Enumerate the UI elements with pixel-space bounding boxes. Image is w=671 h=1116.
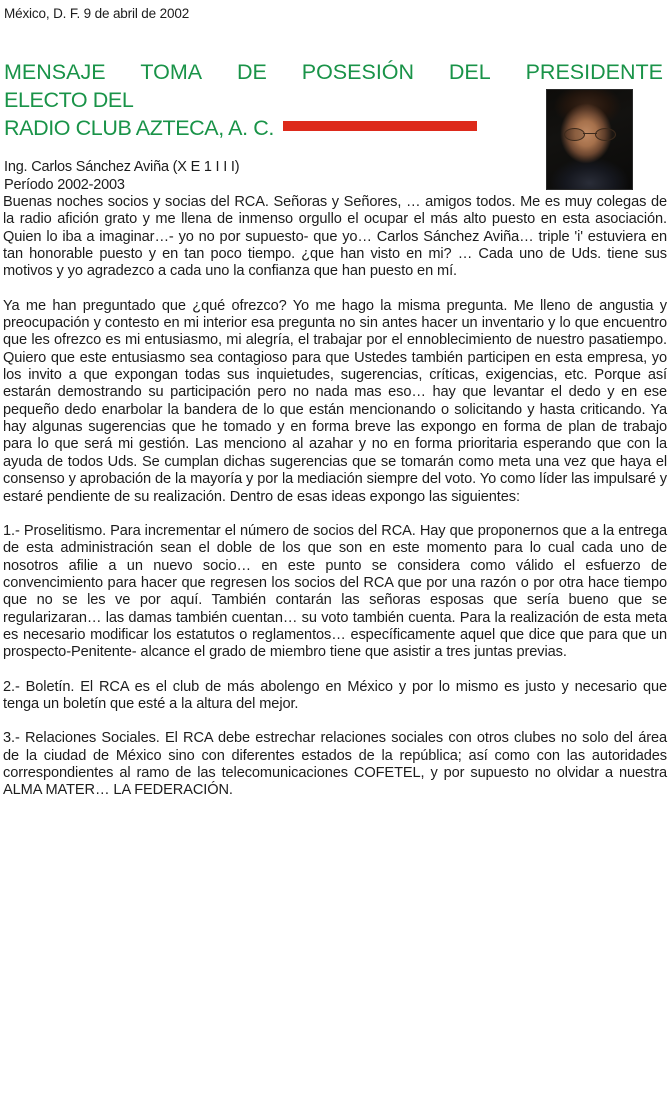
headline-line-1 (4, 58, 663, 86)
headline-word: DEL (448, 60, 491, 84)
headline-word: MENSAJE (4, 60, 106, 84)
paragraph: Ya me han preguntado que ¿qué ofrezco? Yo me hago la misma pregunta. Me lleno de angustia y preocupación y contesto en mi interior esa pregunta no sin antes hacer un inventario y lo que encuentro que les ofrezco es mi entusiasmo, mi alegría, el trabajar por el ennoblecimiento de nuestro pasatiempo. Quiero que este entusiasmo sea contagioso para que Ustedes también participen en esta empresa, yo los invito a que expongan todas sus inquietudes, sugerencias, críticas, exigencias, etc. Porque así estarán demostrando su participación pero no nada mas eso… hay que levantar el dedo y en ese pequeño dedo enarbolar la bandera de lo que están mencionando o solicitando y hasta criticando. Ya hay algunas sugerencias que he tomado y en forma breve las expongo en forma de plan de trabajo para lo que será mi gestión. Las menciono al azahar y no en forma prioritaria esperando que con la ayuda de todos Uds. Se cumplan dichas sugerencias que se tomarán como meta una vez que haya el consenso y aprobación de la mayoría y por la mediación siempre del voto. Yo como líder las impulsaré y estaré pendiente de su realización. Dentro de esas ideas expongo las siguientes: (3, 297, 667, 505)
headline-word: DE (237, 60, 267, 84)
red-rule-decoration (283, 121, 477, 131)
headline-line-2: ELECTO DEL (4, 88, 134, 112)
headline-word: POSESIÓN (301, 60, 415, 84)
term-period: Período 2002-2003 (4, 177, 125, 193)
paragraph: 2.- Boletín. El RCA es el club de más abolengo en México y por lo mismo es justo y necesario que tenga un boletín que esté a la altura del mejor. (3, 678, 667, 712)
dateline: México, D. F. 9 de abril de 2002 (4, 6, 190, 21)
paragraph: 1.- Proselitismo. Para incrementar el número de socios del RCA. Hay que proponernos que a la entrega de esta administración sean el doble de los que son en este momento para lo cual cada uno de nosotros afilie a un nuevo socio… en este punto se considera como válido el esfuerzo de convencimiento para hacer que regresen los socios del RCA que por una razón o por otra hace tiempo que no se les ve por aquí. También contarán las señoras esposas que sería bueno que se regularizaran… las damas también cuentan… su voto también cuenta. Para la realización de esta meta es necesario modificar los estatutos o reglamentos… específicamente aquel que dice que para que un prospecto-Penitente- alcance el grado de miembro tiene que asistir a tres juntas previas. (3, 522, 667, 661)
president-portrait-photo (546, 89, 633, 190)
author-name-callsign: Ing. Carlos Sánchez Aviña (X E 1 I I I) (4, 159, 240, 175)
eyeglasses-detail (564, 128, 616, 139)
headline-word: PRESIDENTE (525, 60, 663, 84)
paragraph: 3.- Relaciones Sociales. El RCA debe estrechar relaciones sociales con otros clubes no solo del área de la ciudad de México sino con diferentes estados de la república; así como con las autoridades correspondientes al ramo de las telecomunicaciones COFETEL, y por supuesto no olvidar a nuestra ALMA MATER… LA FEDERACIÓN. (3, 730, 667, 799)
paragraph: Buenas noches socios y socias del RCA. Señoras y Señores, … amigos todos. Me es muy colegas de la radio afición grato y me llena de inmenso orgullo el ocupar el más alto puesto en esta asociación. Quien lo iba a imaginar…- yo no por supuesto- que yo… Carlos Sánchez Aviña… triple 'i' estuviera en tan honorable puesto y en tan poco tiempo. ¿que han visto en mi? … Cada uno de Uds. tiene sus motivos y yo agradezco a cada uno la confianza que han puesto en mí. (3, 194, 667, 280)
headline-word: TOMA (140, 60, 203, 84)
headline-line-3-text: RADIO CLUB AZTECA, A. C. (4, 116, 274, 140)
document-body (3, 194, 667, 800)
